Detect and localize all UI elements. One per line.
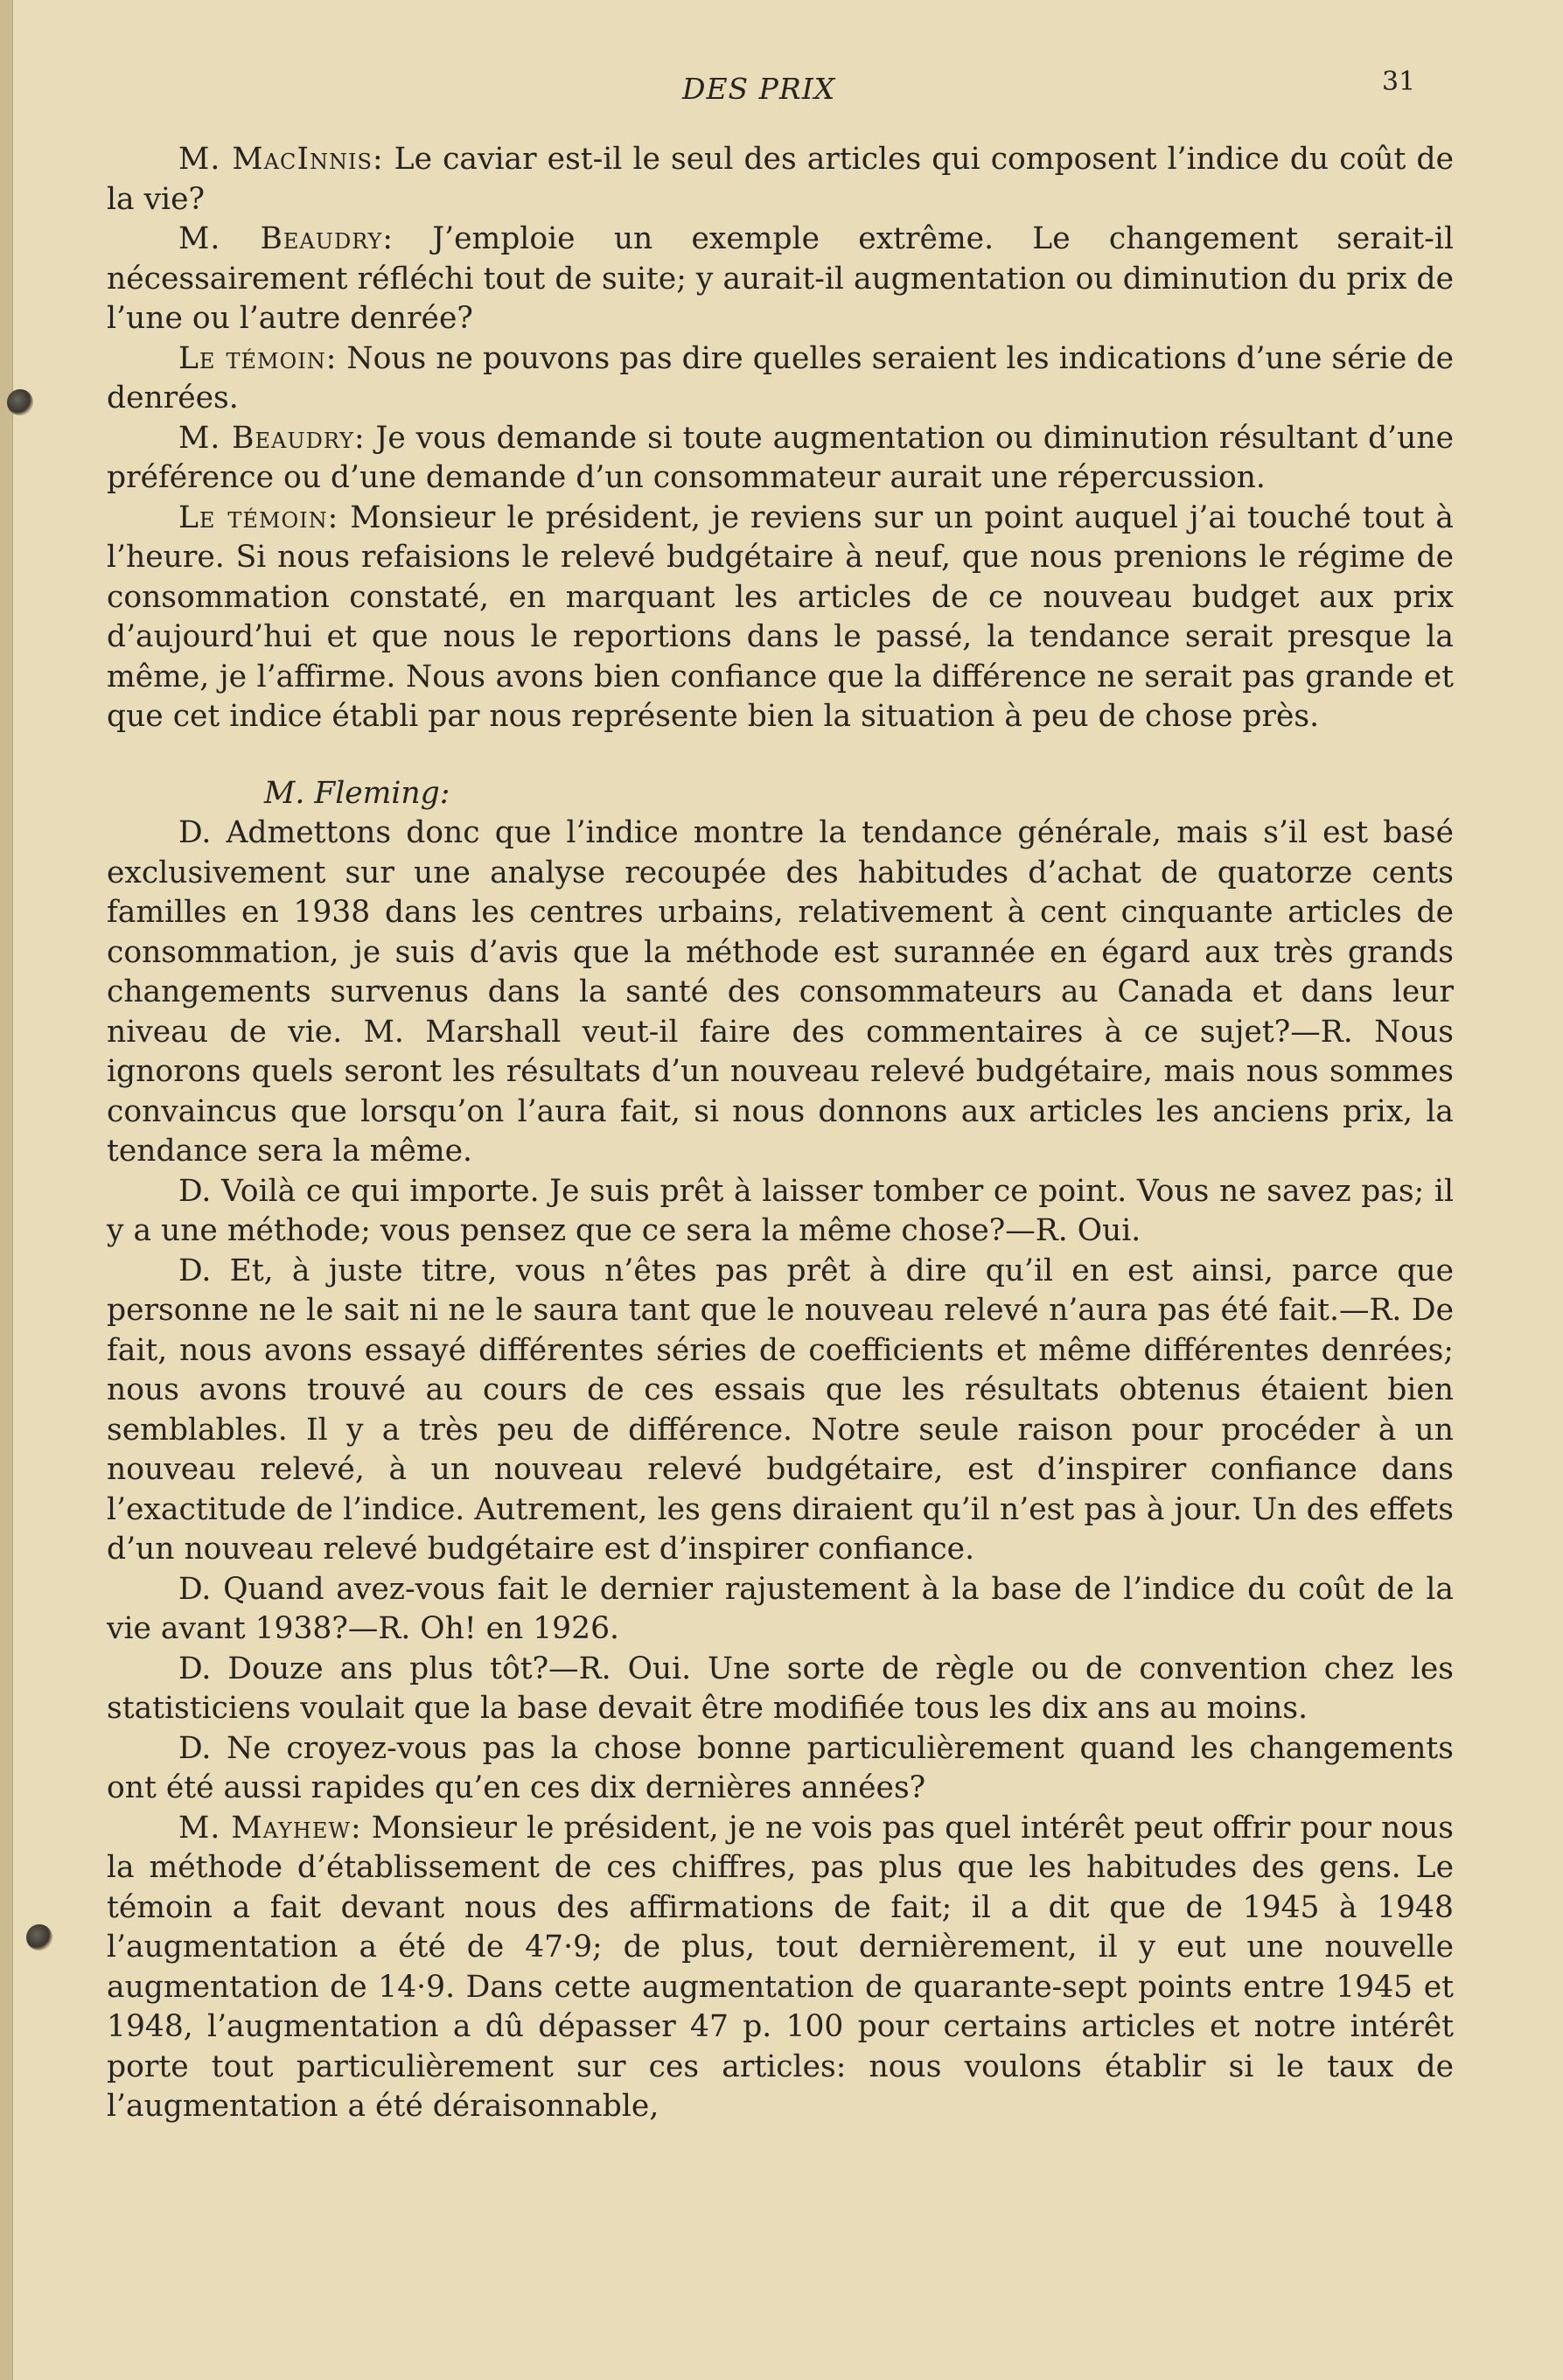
paragraph [107, 1570, 1454, 1650]
punch-hole [7, 389, 33, 415]
paragraph-text: D. Ne croyez-vous pas la chose bonne particulièrement quand les changements ont été aussi rapides qu’en ces dix dernières années? [107, 1730, 1454, 1805]
paragraph [107, 1172, 1454, 1252]
paragraph [107, 140, 1454, 220]
paragraph-text: D. Admettons donc que l’indice montre la tendance générale, mais s’il est basé exclusivement sur une analyse recoupée des habitudes d’achat de quatorze cents familles en 1938 dans les centres urbains, relativement à cent cinquante articles de consommation, je suis d’avis que la méthode est surannée en égard aux très grands changements survenus dans la santé des consommateurs au Canada et dans leur niveau de vie. M. Marshall veut-il faire des commentaires à ce sujet?—R. Nous ignorons quels seront les résultats d’un nouveau relevé budgétaire, mais nous sommes convaincus que lorsqu’on l’aura fait, si nous donnons aux articles les anciens prix, la tendance sera la même. [107, 815, 1454, 1169]
speaker-name: M. Mayhew: [178, 1810, 362, 1846]
paragraph-text: Le caviar est-il le seul des articles qui composent l’indice du coût de la vie? [107, 142, 1454, 217]
paragraph [107, 1252, 1454, 1570]
paragraph-text: D. Voilà ce qui importe. Je suis prêt à laisser tomber ce point. Vous ne savez pas; il y a une méthode; vous pensez que ce sera la même chose?—R. Oui. [107, 1173, 1454, 1248]
paragraph [107, 499, 1454, 737]
page-number: 31 [1382, 66, 1416, 97]
paragraph [107, 1729, 1454, 1809]
paragraph [107, 339, 1454, 419]
paragraph [107, 813, 1454, 1172]
paragraph-text: Monsieur le président, je ne vois pas quel intérêt peut offrir pour nous la méthode d’établissement de ces chiffres, pas plus que les habitudes des gens. Le témoin a fait devant nous des affirmations de fait; il a dit que de 1945 à 1948 l’augmentation a été de 47·9; de plus, tout dernièrement, il y eut une nouvelle augmentation de 14·9. Dans cette augmentation de quarante-sept points entre 1945 et 1948, l’augmentation a dû dépasser 47 p. 100 pour certains articles et notre intérêt porte tout particulièrement sur ces articles: nous voulons établir si le taux de l’augmentation a été déraisonnable, [107, 1810, 1455, 2124]
binding-edge [0, 0, 13, 2380]
paragraph-text: D. Quand avez-vous fait le dernier rajustement à la base de l’indice du coût de la vie avant 1938?—R. Oh! en 1926. [107, 1571, 1454, 1646]
running-head: DES PRIX [682, 72, 836, 106]
paragraph [107, 220, 1454, 339]
paragraph [107, 1809, 1454, 2127]
body-text [107, 140, 1454, 2127]
speaker-name: Le témoin: [178, 340, 338, 376]
speaker-name: M. Beaudry: [178, 221, 394, 256]
paragraph-text: J’emploie un exemple extrême. Le changement serait-il nécessairement réfléchi tout de suite; y aurait-il augmentation ou diminution du prix de l’une ou l’autre denrée? [107, 221, 1455, 336]
paragraph [107, 419, 1454, 499]
paragraph-text: D. Douze ans plus tôt?—R. Oui. Une sorte de règle ou de convention chez les statisticiens voulait que la base devait être modifiée tous les dix ans au moins. [107, 1651, 1454, 1726]
paragraph-text: Je vous demande si toute augmentation ou diminution résultant d’une préférence ou d’une demande d’un consommateur aurait une répercussion. [107, 420, 1455, 495]
paragraph-text: Monsieur le président, je reviens sur un point auquel j’ai touché tout à l’heure. Si nous refaisions le relevé budgétaire à neuf, que nous prenions le régime de consommation constaté, en marquant les articles de ce nouveau budget aux prix d’aujourd’hui et que nous le reportions dans le passé, la tendance serait presque la même, je l’affirme. Nous avons bien confiance que la différence ne serait pas grande et que cet indice établi par nous représente bien la situation à peu de chose près. [107, 499, 1454, 734]
paragraph-text: Nous ne pouvons pas dire quelles seraient les indications d’une série de denrées. [107, 340, 1454, 415]
section-speaker-heading: M. Fleming: [264, 775, 450, 811]
speaker-name: M. Beaudry: [178, 420, 366, 456]
paragraph [107, 1650, 1454, 1729]
punch-hole [26, 1924, 52, 1951]
paragraph-text: D. Et, à juste titre, vous n’êtes pas prêt à dire qu’il en est ainsi, parce que personne ne le sait ni ne le saura tant que le nouveau relevé n’aura pas été fait.—R. De fait, nous avons essayé différentes séries de coefficients et même différentes denrées; nous avons trouvé au cours de ces essais que les résultats obtenus étaient bien semblables. Il y a très peu de différence. Notre seule raison pour procéder à un nouveau relevé, à un nouveau relevé budgétaire, est d’inspirer confiance dans l’exactitude de l’indice. Autrement, les gens diraient qu’il n’est pas à jour. Un des effets d’un nouveau relevé budgétaire est d’inspirer confiance. [107, 1253, 1454, 1567]
speaker-name: M. MacInnis: [178, 142, 384, 177]
speaker-name: Le témoin: [178, 499, 339, 535]
